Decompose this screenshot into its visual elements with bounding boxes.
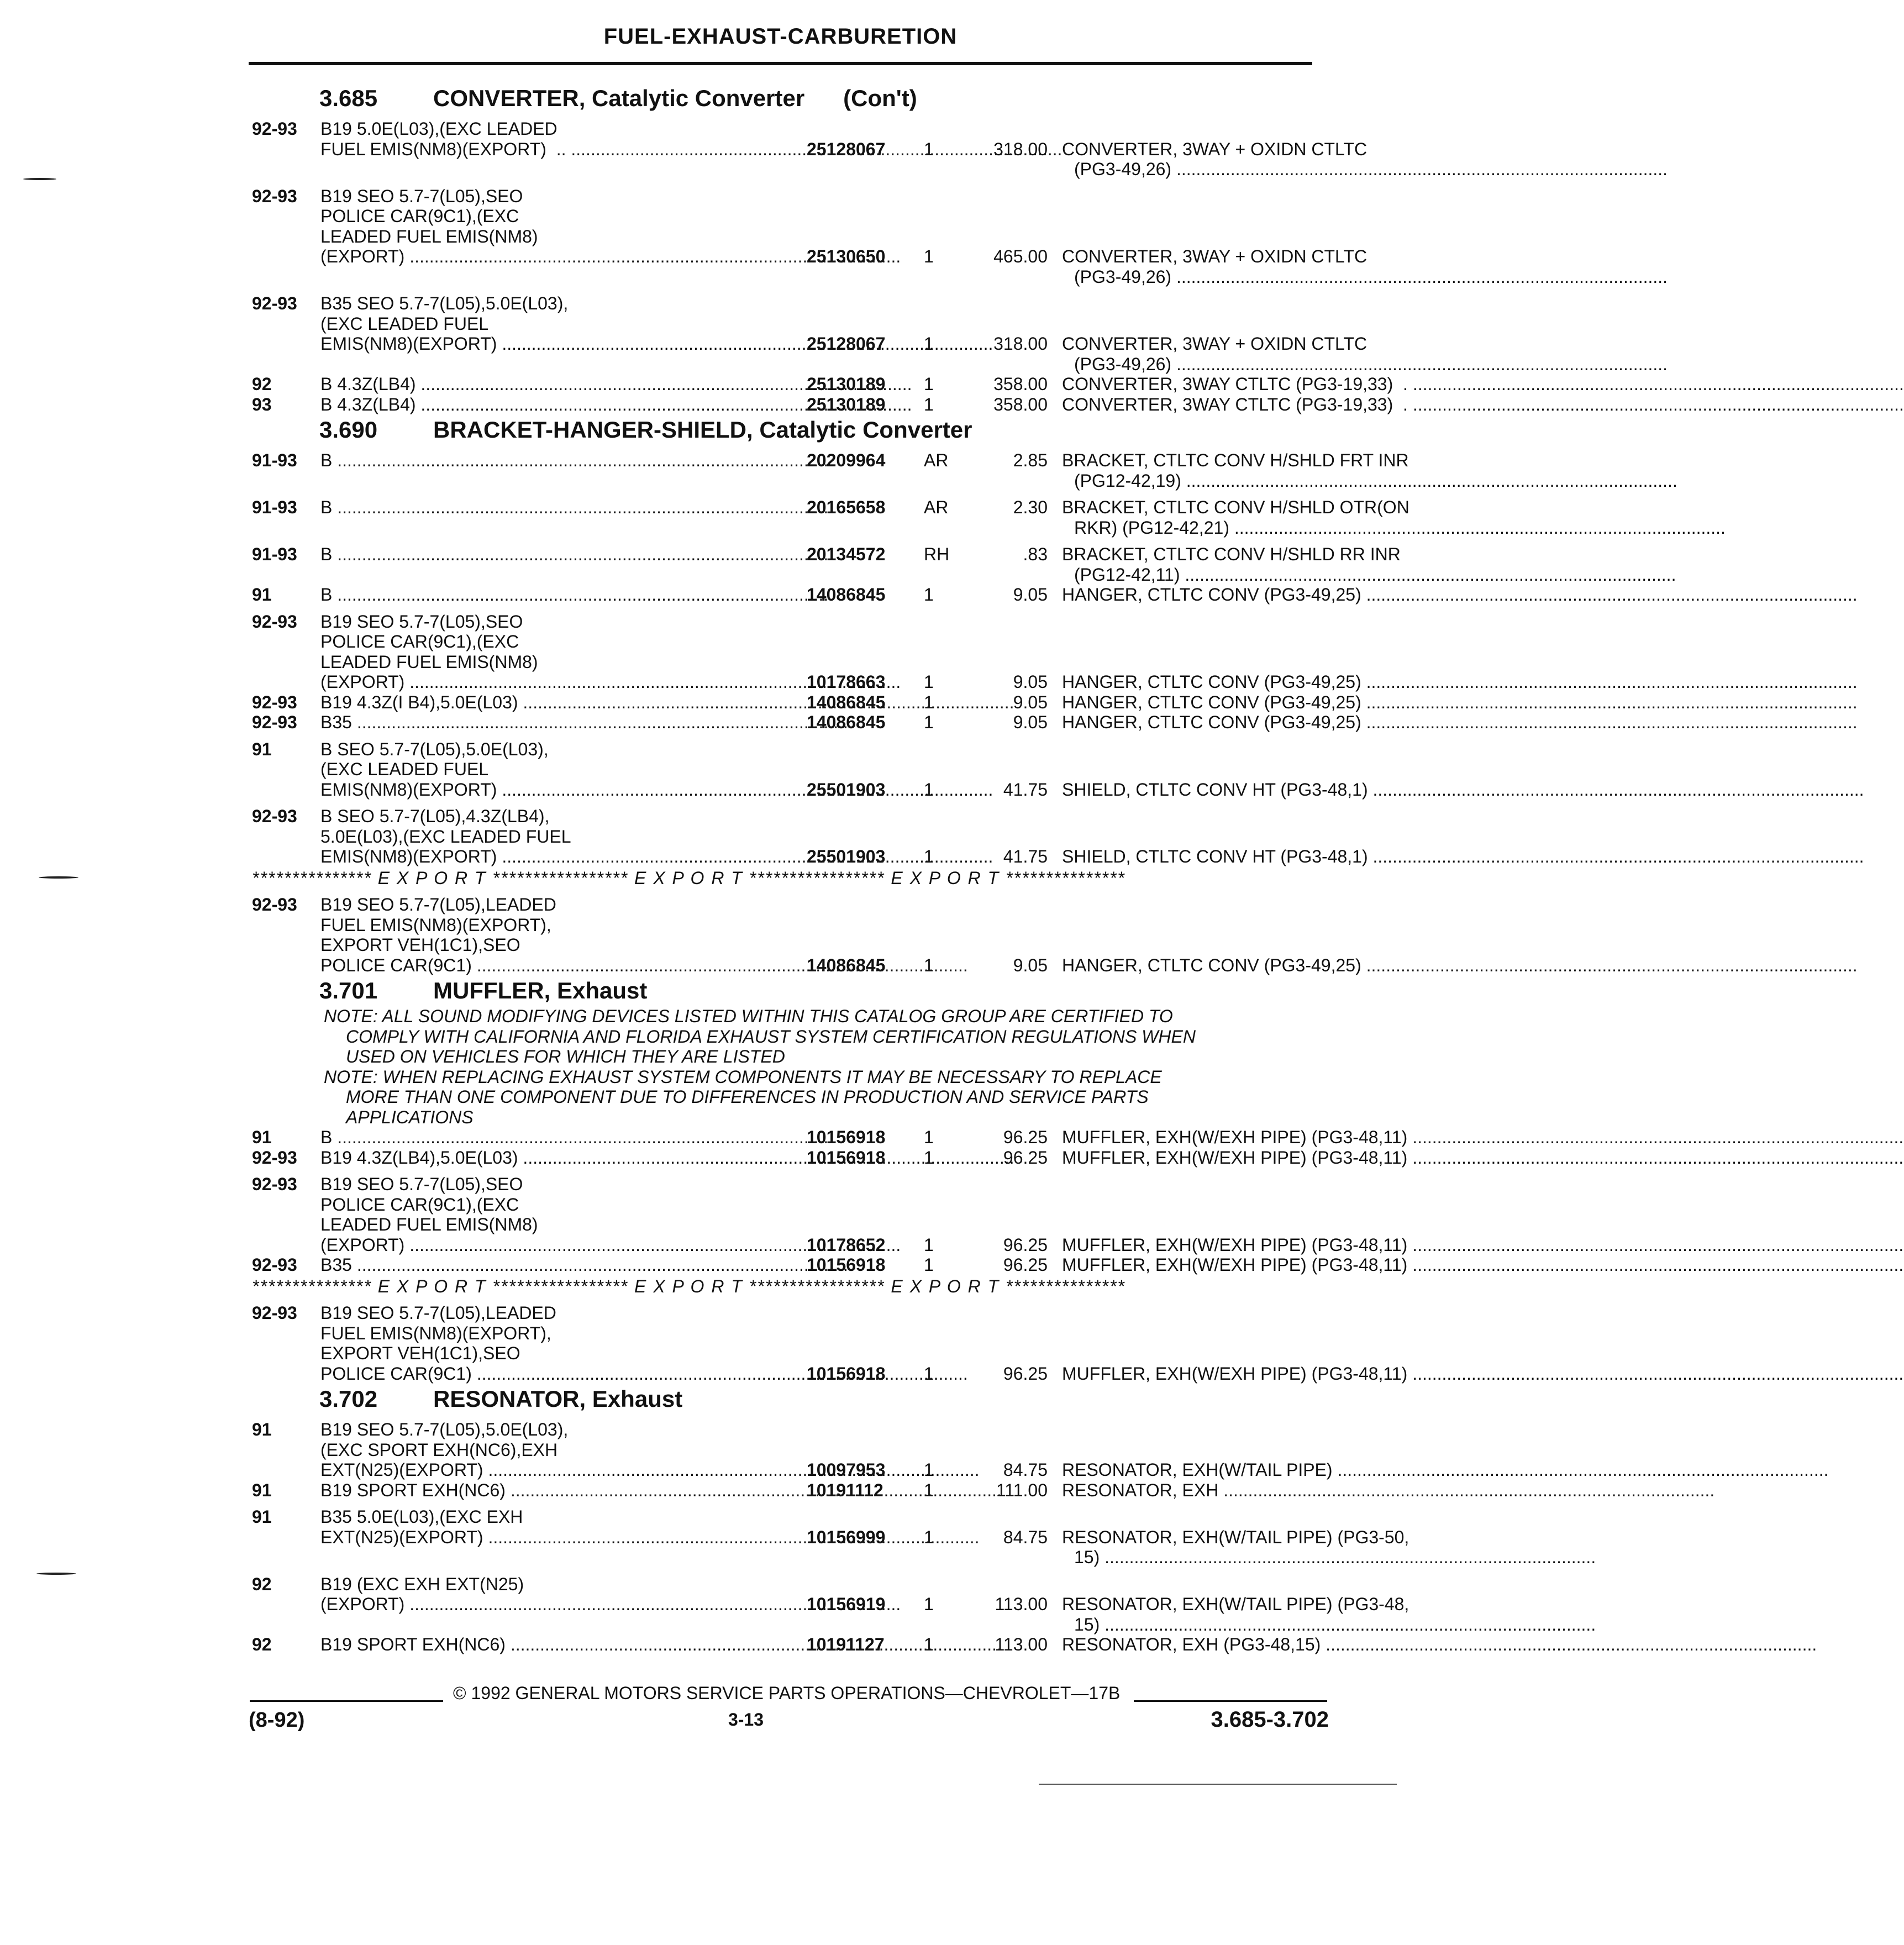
model-years: 92-93 <box>252 186 297 206</box>
catalog-row <box>252 895 1361 975</box>
price: 96.25 <box>1003 1234 1048 1255</box>
description-line: FUEL EMIS(NM8)(EXPORT), <box>320 1323 551 1343</box>
quantity: 1 <box>924 847 934 866</box>
description-line: (EXC SPORT EXH(NC6),EXH <box>320 1439 558 1460</box>
model-years: 92 <box>252 1574 272 1594</box>
application-description <box>320 293 872 354</box>
quantity: 1 <box>924 1460 934 1480</box>
catalog-row <box>252 374 1408 395</box>
catalog-row <box>252 712 1361 733</box>
application-description <box>320 1507 872 1547</box>
price: 9.05 <box>1013 955 1048 975</box>
application-description <box>320 395 872 415</box>
catalog-row <box>252 585 1361 605</box>
part-name-line: CONVERTER, 3WAY CTLTC (PG3-19,33) . ..... <box>1062 374 1314 395</box>
quantity: 1 <box>924 139 934 159</box>
catalog-row <box>252 119 1367 180</box>
part-number: 14086845 <box>807 585 886 604</box>
footer-copyright: © 1992 GENERAL MOTORS SERVICE PARTS OPERATIONS—CHEVROLET—17B <box>453 1683 1121 1703</box>
part-name-line: MUFFLER, EXH(W/EXH PIPE) (PG3-48,11) ..... <box>1062 1255 1314 1275</box>
price: 358.00 <box>993 394 1048 414</box>
quantity: 1 <box>924 334 934 354</box>
description-line: B 4.3Z(LB4) ..... <box>320 395 872 415</box>
description-line: B19 4.3Z(LB4),5.0E(L03) ..... <box>320 1148 872 1168</box>
price: 465.00 <box>993 246 1048 266</box>
description-line: EMIS(NM8)(EXPORT) ..... <box>320 334 872 354</box>
description-line: EXT(N25)(EXPORT) ..... <box>320 1527 872 1548</box>
part-number: 20209964 <box>807 450 886 470</box>
section-number: 3.690 <box>319 417 378 443</box>
description-line: LEADED FUEL EMIS(NM8) <box>320 226 538 246</box>
part-name-line: RESONATOR, EXH(W/TAIL PIPE) ..... <box>1062 1460 1314 1480</box>
quantity: 1 <box>924 779 934 800</box>
description-line: B ..... <box>320 544 872 565</box>
catalog-row <box>252 1174 1408 1255</box>
description-line: 5.0E(L03),(EXC LEADED FUEL <box>320 826 571 847</box>
part-number: 14086845 <box>807 712 886 732</box>
description-line: LEADED FUEL EMIS(NM8) <box>320 651 538 672</box>
model-years: 91 <box>252 739 272 759</box>
description-line: B19 SEO 5.7-7(L05),SEO <box>320 186 523 206</box>
part-name-line: HANGER, CTLTC CONV (PG3-49,25) ..... <box>1062 585 1314 605</box>
part-name-line: RESONATOR, EXH (PG3-48,15) ..... <box>1062 1634 1314 1655</box>
catalog-row <box>252 1420 1333 1480</box>
model-years: 92-93 <box>252 806 297 826</box>
application-description <box>320 1574 872 1615</box>
application-description <box>320 895 872 975</box>
part-name-line: BRACKET, CTLTC CONV H/SHLD FRT INR <box>1062 450 1409 470</box>
model-years: 91 <box>252 1507 272 1527</box>
quantity: 1 <box>924 1594 934 1614</box>
model-years: 91-93 <box>252 544 297 564</box>
part-number: 10191112 <box>807 1480 883 1500</box>
description-line: B35 5.0E(L03),(EXC EXH <box>320 1507 523 1527</box>
description-line: EXPORT VEH(1C1),SEO <box>320 1343 520 1363</box>
page-title: FUEL-EXHAUST-CARBURETION <box>603 24 958 49</box>
description-line: (EXPORT) ..... <box>320 1235 872 1255</box>
section-note <box>324 1006 1313 1067</box>
description-line: B19 SEO 5.7-7(L05),SEO <box>320 1174 523 1194</box>
model-years: 92-93 <box>252 119 297 139</box>
margin-mark <box>23 178 56 180</box>
section-heading <box>252 977 1313 1005</box>
part-name-line: (PG12-42,19) ..... <box>1062 471 1326 491</box>
part-name-line: MUFFLER, EXH(W/EXH PIPE) (PG3-48,11) ..... <box>1062 1235 1314 1255</box>
catalog-row <box>252 611 1361 692</box>
description-line: POLICE CAR(9C1),(EXC <box>320 1194 519 1215</box>
price: 318.00 <box>993 139 1048 159</box>
section-title: CONVERTER, Catalytic Converter <box>433 85 805 111</box>
description-line: B19 SPORT EXH(NC6) ..... <box>320 1480 872 1501</box>
part-name-line: SHIELD, CTLTC CONV HT (PG3-48,1) ..... <box>1062 780 1314 800</box>
part-name-line: CONVERTER, 3WAY + OXIDN CTLTC <box>1062 334 1367 354</box>
section-title: MUFFLER, Exhaust <box>433 977 648 1003</box>
part-name-line: (PG3-49,26) ..... <box>1062 267 1326 287</box>
description-line: EXPORT VEH(1C1),SEO <box>320 935 520 955</box>
description-line: B35 SEO 5.7-7(L05),5.0E(L03), <box>320 293 569 313</box>
description-line: B 4.3Z(LB4) ..... <box>320 374 872 395</box>
part-name-line: MUFFLER, EXH(W/EXH PIPE) (PG3-48,11) ..... <box>1062 1127 1314 1148</box>
section-number: 3.702 <box>319 1386 378 1412</box>
price: 96.25 <box>1003 1363 1048 1384</box>
description-line: B35 ..... <box>320 1255 872 1275</box>
part-number: 25128067 <box>807 334 886 354</box>
catalog-row <box>252 544 1401 585</box>
description-line: EMIS(NM8)(EXPORT) ..... <box>320 847 872 867</box>
model-years: 91 <box>252 1480 272 1500</box>
part-name-line: (PG3-49,26) ..... <box>1062 354 1326 375</box>
description-line: B19 SEO 5.7-7(L05),SEO <box>320 611 523 632</box>
application-description <box>320 374 872 395</box>
price: 84.75 <box>1003 1460 1048 1480</box>
price: 96.25 <box>1003 1127 1048 1147</box>
part-number: 10156919 <box>807 1594 886 1614</box>
footer-rule <box>1134 1700 1327 1702</box>
quantity: 1 <box>924 1363 934 1384</box>
export-divider: *************** E X P O R T ***************** E X P O R T ***************** E X P O R T *************** <box>252 868 1125 888</box>
application-description <box>320 497 872 518</box>
section-title: RESONATOR, Exhaust <box>433 1386 683 1412</box>
part-name-line: RESONATOR, EXH(W/TAIL PIPE) (PG3-48, <box>1062 1594 1409 1614</box>
catalog-row <box>252 1634 1321 1655</box>
export-divider: *************** E X P O R T ***************** E X P O R T ***************** E X P O R T *************** <box>252 1276 1125 1296</box>
model-years: 92 <box>252 374 272 394</box>
price: 2.30 <box>1013 497 1048 517</box>
description-line: B19 SEO 5.7-7(L05),LEADED <box>320 1303 556 1323</box>
section-heading <box>252 85 1313 112</box>
description-line: POLICE CAR(9C1),(EXC <box>320 206 519 226</box>
application-description <box>320 1255 872 1275</box>
application-description <box>320 1303 872 1384</box>
footer-date-code: (8-92) <box>249 1709 305 1732</box>
price: 111.00 <box>996 1480 1048 1500</box>
note-line: COMPLY WITH CALIFORNIA AND FLORIDA EXHAUST SYSTEM CERTIFICATION REGULATIONS WHEN <box>346 1026 1196 1047</box>
description-line: FUEL EMIS(NM8)(EXPORT) .. ..... <box>320 139 872 160</box>
model-years: 91-93 <box>252 450 297 470</box>
model-years: 92-93 <box>252 1255 297 1275</box>
note-line: USED ON VEHICLES FOR WHICH THEY ARE LISTED <box>346 1047 785 1066</box>
note-line: APPLICATIONS <box>346 1107 474 1127</box>
quantity: 1 <box>924 1234 934 1255</box>
footer-page-number: 3-13 <box>728 1710 764 1730</box>
description-line: (EXC LEADED FUEL <box>320 759 489 779</box>
model-years: 92-93 <box>252 1147 297 1168</box>
catalog-row <box>252 1147 1408 1168</box>
application-description <box>320 1148 872 1168</box>
application-description <box>320 186 872 267</box>
part-number: 25501903 <box>807 847 886 866</box>
description-line: B19 SPORT EXH(NC6) ..... <box>320 1634 872 1655</box>
quantity: 1 <box>924 246 934 266</box>
description-line: LEADED FUEL EMIS(NM8) <box>320 1215 538 1234</box>
part-name-line: (PG12-42,11) ..... <box>1062 565 1326 585</box>
price: 96.25 <box>1003 1147 1048 1168</box>
part-name-line: HANGER, CTLTC CONV (PG3-49,25) ..... <box>1062 672 1314 692</box>
header-rule <box>249 62 1312 65</box>
catalog-row <box>252 692 1361 713</box>
quantity: 1 <box>924 1634 934 1654</box>
part-name-line: RKR) (PG12-42,21) ..... <box>1062 518 1326 538</box>
catalog-row <box>252 1255 1408 1275</box>
description-line: POLICE CAR(9C1) ..... <box>320 1364 872 1384</box>
quantity: AR <box>924 497 949 517</box>
description-line: EXT(N25)(EXPORT) ..... <box>320 1460 872 1480</box>
model-years: 91 <box>252 585 272 604</box>
quantity: 1 <box>924 1480 934 1500</box>
section-number: 3.701 <box>319 977 378 1003</box>
quantity: AR <box>924 450 949 470</box>
quantity: 1 <box>924 1527 934 1547</box>
application-description <box>320 1634 872 1655</box>
part-name-line: CONVERTER, 3WAY CTLTC (PG3-19,33) . ..... <box>1062 395 1314 415</box>
catalog-row <box>252 1127 1408 1148</box>
quantity: 1 <box>924 374 934 394</box>
price: 9.05 <box>1013 585 1048 604</box>
footer-section-range: 3.685-3.702 <box>1211 1707 1329 1732</box>
description-line: B SEO 5.7-7(L05),4.3Z(LB4), <box>320 806 550 826</box>
price: .83 <box>1023 544 1048 564</box>
margin-mark <box>39 876 78 879</box>
application-description <box>320 450 872 471</box>
model-years: 92-93 <box>252 895 297 914</box>
model-years: 92-93 <box>252 293 297 313</box>
model-years: 92-93 <box>252 692 297 712</box>
part-number: 20134572 <box>807 544 886 564</box>
description-line: POLICE CAR(9C1),(EXC <box>320 632 519 651</box>
description-line: B ..... <box>320 450 872 471</box>
part-name-line: 15) ..... <box>1062 1615 1326 1635</box>
application-description <box>320 544 872 565</box>
description-line: (EXPORT) ..... <box>320 1594 872 1615</box>
application-description <box>320 1420 872 1480</box>
section-heading <box>252 1385 1313 1413</box>
model-years: 92-93 <box>252 712 297 732</box>
price: 96.25 <box>1003 1255 1048 1275</box>
description-line: B19 SEO 5.7-7(L05),5.0E(L03), <box>320 1420 569 1439</box>
part-name-line: BRACKET, CTLTC CONV H/SHLD RR INR <box>1062 544 1401 564</box>
description-line: B ..... <box>320 1127 872 1148</box>
part-name-line: MUFFLER, EXH(W/EXH PIPE) (PG3-48,11) ..... <box>1062 1148 1314 1168</box>
part-name-line: BRACKET, CTLTC CONV H/SHLD OTR(ON <box>1062 497 1409 517</box>
part-name-line: HANGER, CTLTC CONV (PG3-49,25) ..... <box>1062 955 1314 976</box>
description-line: B35 ..... <box>320 712 872 733</box>
description-line: EMIS(NM8)(EXPORT) ..... <box>320 780 872 800</box>
part-name-line: (PG3-49,26) ..... <box>1062 159 1326 180</box>
model-years: 91-93 <box>252 497 297 517</box>
price: 9.05 <box>1013 712 1048 732</box>
part-number: 10156918 <box>807 1127 886 1147</box>
catalog-row <box>252 1480 1313 1501</box>
catalog-row <box>252 394 1408 415</box>
description-line: FUEL EMIS(NM8)(EXPORT), <box>320 914 551 935</box>
part-number: 10156999 <box>807 1527 886 1547</box>
part-number: 10178663 <box>807 672 886 692</box>
application-description <box>320 612 872 692</box>
quantity: 1 <box>924 955 934 975</box>
part-name-line: CONVERTER, 3WAY + OXIDN CTLTC <box>1062 139 1367 159</box>
application-description <box>320 1127 872 1148</box>
price: 113.00 <box>995 1594 1048 1614</box>
part-number: 25501903 <box>807 779 886 800</box>
quantity: 1 <box>924 692 934 712</box>
description-line: POLICE CAR(9C1) ..... <box>320 955 872 976</box>
model-years: 92-93 <box>252 611 297 632</box>
price: 41.75 <box>1003 847 1048 866</box>
application-description <box>320 806 872 867</box>
part-name-line: HANGER, CTLTC CONV (PG3-49,25) ..... <box>1062 712 1314 733</box>
description-line: B19 5.0E(L03),(EXC LEADED <box>320 119 557 139</box>
price: 2.85 <box>1013 450 1048 470</box>
catalog-row <box>252 1507 1409 1568</box>
part-number: 10156918 <box>807 1147 886 1168</box>
quantity: 1 <box>924 1127 934 1147</box>
price: 84.75 <box>1003 1527 1048 1547</box>
part-number: 10097953 <box>807 1460 886 1480</box>
application-description <box>320 739 872 800</box>
price: 9.05 <box>1013 692 1048 712</box>
description-line: B ..... <box>320 497 872 518</box>
description-line: B SEO 5.7-7(L05),5.0E(L03), <box>320 739 549 759</box>
model-years: 91 <box>252 1420 272 1439</box>
price: 318.00 <box>993 334 1048 354</box>
model-years: 92-93 <box>252 1174 297 1194</box>
catalog-row <box>252 1303 1408 1384</box>
description-line: (EXPORT) ..... <box>320 672 872 692</box>
section-continued: (Con't) <box>843 85 917 111</box>
part-name-line: 15) ..... <box>1062 1547 1326 1568</box>
part-number: 10156918 <box>807 1363 886 1384</box>
price: 41.75 <box>1003 779 1048 800</box>
description-line: (EXPORT) ..... <box>320 246 872 267</box>
part-number: 10156918 <box>807 1255 886 1275</box>
note-line: MORE THAN ONE COMPONENT DUE TO DIFFERENCES IN PRODUCTION AND SERVICE PARTS <box>346 1087 1149 1107</box>
application-description <box>320 585 872 605</box>
application-description <box>320 692 872 713</box>
section-number: 3.685 <box>319 85 378 111</box>
margin-mark <box>36 1573 76 1575</box>
part-name-line: RESONATOR, EXH(W/TAIL PIPE) (PG3-50, <box>1062 1527 1409 1547</box>
part-number: 10191127 <box>807 1634 885 1654</box>
part-name-line: RESONATOR, EXH ..... <box>1062 1480 1314 1501</box>
description-line: B19 SEO 5.7-7(L05),LEADED <box>320 895 556 914</box>
quantity: 1 <box>924 394 934 414</box>
part-name-line: SHIELD, CTLTC CONV HT (PG3-48,1) ..... <box>1062 847 1314 867</box>
application-description <box>320 712 872 733</box>
application-description <box>320 1480 872 1501</box>
application-description <box>320 119 872 159</box>
model-years: 92-93 <box>252 1303 297 1323</box>
model-years: 92 <box>252 1634 272 1654</box>
price: 9.05 <box>1013 672 1048 692</box>
quantity: 1 <box>924 672 934 692</box>
part-number: 14086845 <box>807 955 886 975</box>
part-number: 25130189 <box>807 394 886 414</box>
part-number: 25128067 <box>807 139 886 159</box>
quantity: 1 <box>924 585 934 604</box>
application-description <box>320 1174 872 1255</box>
quantity: 1 <box>924 712 934 732</box>
description-line: B19 4.3Z(I B4),5.0E(L03) ..... <box>320 692 872 713</box>
description-line: (EXC LEADED FUEL <box>320 313 489 334</box>
model-years: 93 <box>252 394 272 414</box>
quantity: 1 <box>924 1255 934 1275</box>
footer-rule <box>250 1700 443 1702</box>
catalog-row <box>252 806 1368 867</box>
catalog-row <box>252 497 1409 538</box>
part-name-line: CONVERTER, 3WAY + OXIDN CTLTC <box>1062 246 1367 266</box>
price: 113.00 <box>995 1634 1048 1654</box>
section-note <box>324 1067 1313 1128</box>
part-number: 20165658 <box>807 497 886 517</box>
catalog-row <box>252 450 1409 491</box>
part-name-line: HANGER, CTLTC CONV (PG3-49,25) ..... <box>1062 692 1314 713</box>
catalog-row <box>252 739 1368 800</box>
part-number: 25130650 <box>807 246 886 266</box>
part-number: 14086845 <box>807 692 886 712</box>
note-line: NOTE: ALL SOUND MODIFYING DEVICES LISTED WITHIN THIS CATALOG GROUP ARE CERTIFIED TO <box>324 1006 1173 1026</box>
part-name-line: MUFFLER, EXH(W/EXH PIPE) (PG3-48,11) ..... <box>1062 1364 1314 1384</box>
description-line: B19 (EXC EXH EXT(N25) <box>320 1574 524 1594</box>
catalog-row <box>252 186 1367 287</box>
catalog-row <box>252 1574 1409 1635</box>
bottom-rule <box>1039 1784 1397 1785</box>
part-number: 25130189 <box>807 374 886 394</box>
model-years: 91 <box>252 1127 272 1147</box>
catalog-row <box>252 293 1367 374</box>
parts-catalog <box>252 83 1409 1655</box>
quantity: 1 <box>924 1147 934 1168</box>
section-title: BRACKET-HANGER-SHIELD, Catalytic Converter <box>433 417 972 443</box>
note-line: NOTE: WHEN REPLACING EXHAUST SYSTEM COMPONENTS IT MAY BE NECESSARY TO REPLACE <box>324 1066 1162 1087</box>
description-line: B ..... <box>320 585 872 605</box>
section-heading <box>252 416 1313 444</box>
price: 358.00 <box>993 374 1048 394</box>
quantity: RH <box>924 544 950 564</box>
part-number: 10178652 <box>807 1234 886 1255</box>
